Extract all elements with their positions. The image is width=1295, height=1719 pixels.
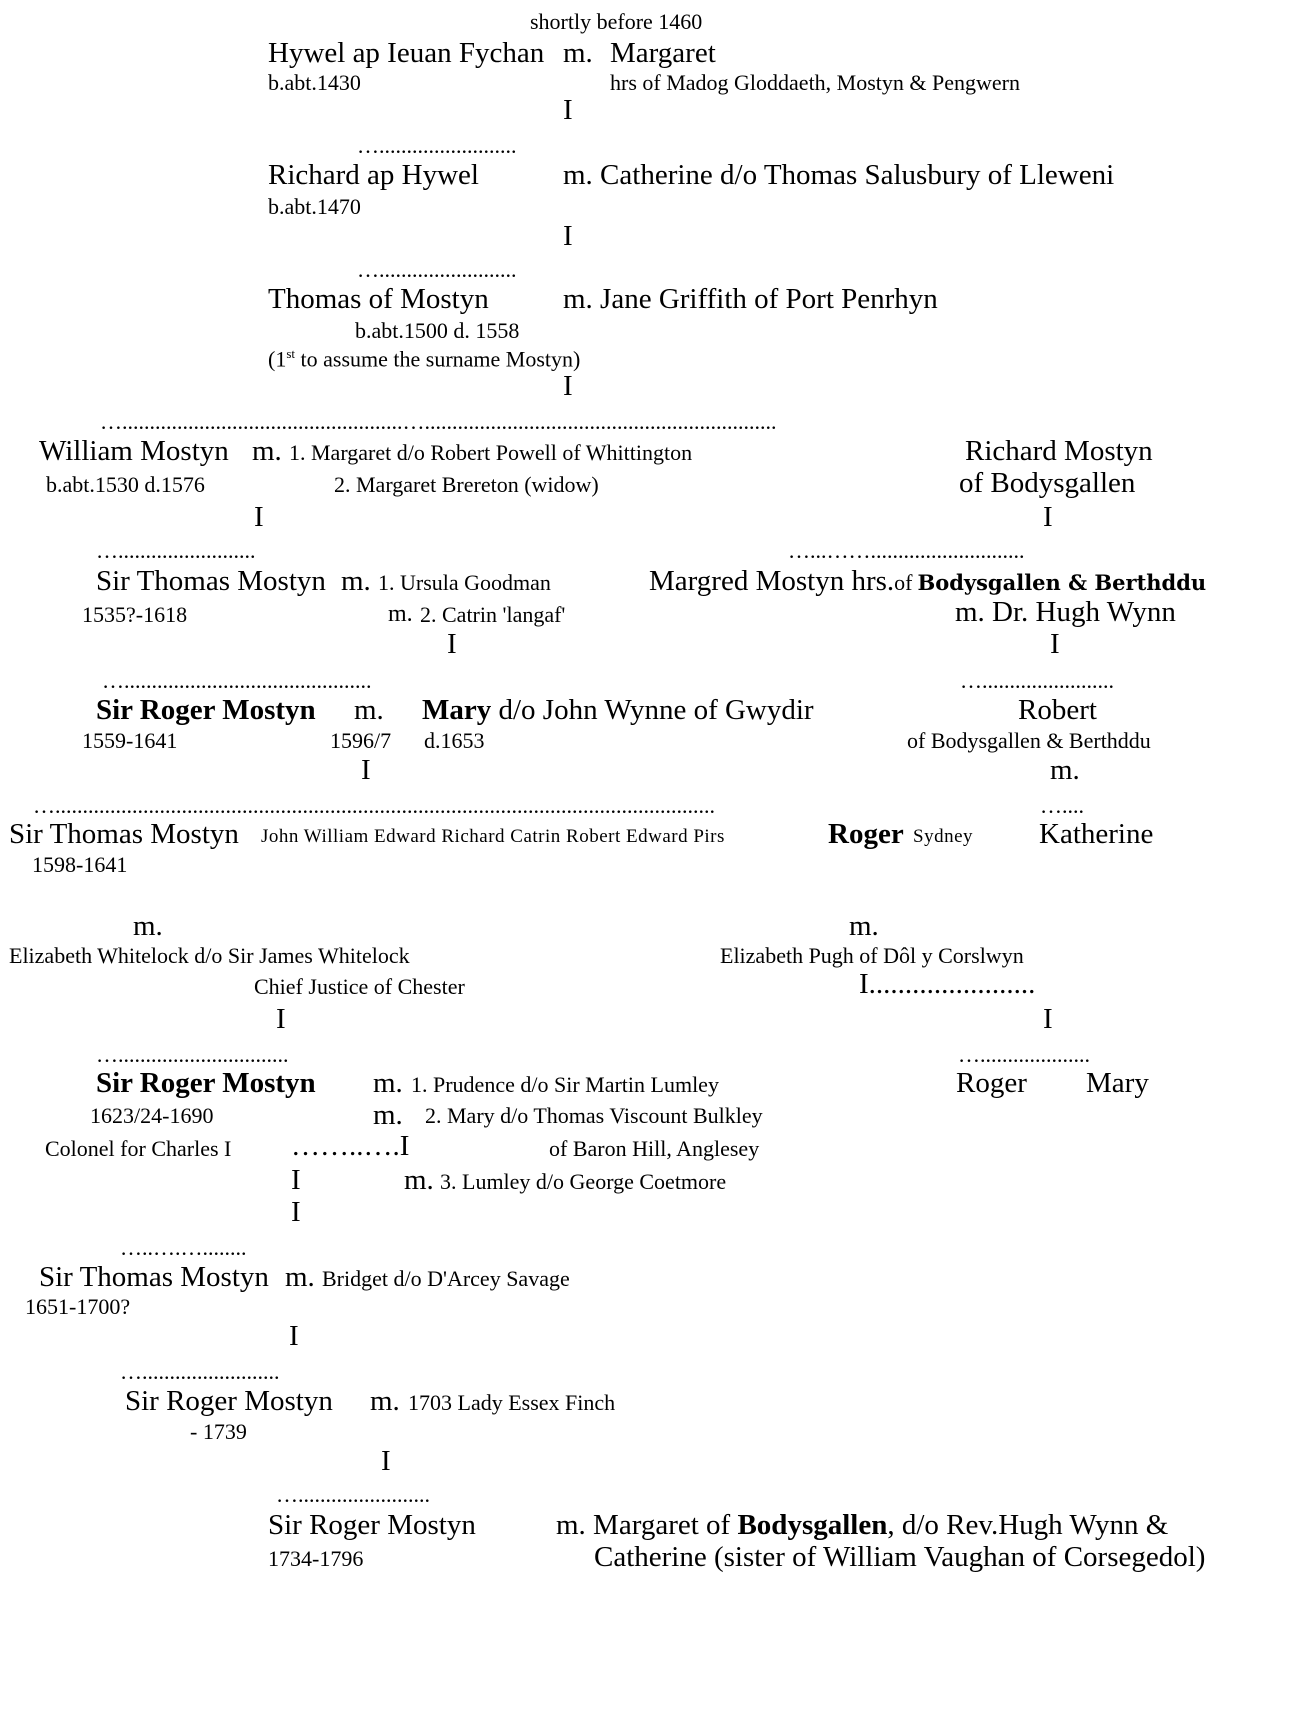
- person-name: Richard Mostyn: [965, 435, 1153, 467]
- person-name: Hywel ap Ieuan Fychan: [268, 37, 545, 69]
- spouse-note: hrs of Madog Gloddaeth, Mostyn & Pengwern: [610, 70, 1021, 95]
- descent-line: I: [276, 1003, 286, 1035]
- marriage-marker: m.: [252, 435, 282, 467]
- spouse-name: m. Jane Griffith of Port Penrhyn: [563, 283, 938, 315]
- sibling-connector: …........................................................................................................................: [33, 793, 715, 818]
- person-name: Sir Roger Mostyn: [96, 694, 316, 726]
- spouse-name: Elizabeth Whitelock d/o Sir James Whitelock: [9, 943, 410, 968]
- marriage-marker: m.: [404, 1164, 434, 1196]
- spouse-parent-note: Catherine (sister of William Vaughan of Corsegedol): [594, 1541, 1206, 1573]
- person-name: Margred Mostyn hrs.of Bodysgallen & Berthddu: [649, 565, 1207, 597]
- sibling-connector: ….............................................: [102, 668, 372, 693]
- life-dates: - 1739: [190, 1419, 247, 1444]
- descent-line: I: [289, 1320, 299, 1352]
- marriage-marker: m.: [285, 1261, 315, 1293]
- marriage-date: shortly before 1460: [530, 9, 703, 34]
- sibling-connector: ….........................: [357, 257, 517, 282]
- sibling-connector: …........................: [276, 1482, 430, 1507]
- birth-date: b.abt.1470: [268, 194, 361, 219]
- person-name: Thomas of Mostyn: [268, 283, 489, 315]
- life-dates: b.abt.1530 d.1576: [46, 472, 205, 497]
- sibling-names: Sydney: [913, 826, 973, 847]
- surname-note: (1st to assume the surname Mostyn): [268, 346, 581, 372]
- spouse-name: 1. Prudence d/o Sir Martin Lumley: [411, 1072, 719, 1097]
- descent-line: I: [254, 501, 264, 533]
- sibling-connector: …....................: [958, 1042, 1090, 1067]
- person-name: Richard ap Hywel: [268, 159, 479, 191]
- spouse-name: Elizabeth Pugh of Dôl y Corslwyn: [720, 943, 1024, 968]
- person-name: Robert: [1018, 694, 1097, 726]
- descent-line: I: [291, 1196, 301, 1228]
- spouse-name: 1. Ursula Goodman: [378, 570, 551, 595]
- life-dates: b.abt.1500 d. 1558: [355, 318, 520, 343]
- marriage-marker: m.: [849, 910, 879, 942]
- spouse-name: m. Dr. Hugh Wynn: [955, 596, 1176, 628]
- descent-line: I: [563, 220, 573, 252]
- spouse-name: Bridget d/o D'Arcey Savage: [322, 1266, 570, 1291]
- life-dates: 1598-1641: [32, 852, 128, 877]
- sibling-connector: ….........................: [357, 133, 517, 158]
- sibling-connector: …..….…........: [120, 1235, 247, 1260]
- spouse-name: m. Margaret of Bodysgallen, d/o Rev.Hugh Wynn &: [556, 1509, 1169, 1541]
- spouse-name: 1703 Lady Essex Finch: [408, 1390, 616, 1415]
- person-name: Mary: [1086, 1067, 1149, 1099]
- sibling-connector: …...................................................…................................................................: [100, 409, 777, 434]
- spouse-name: 2. Mary d/o Thomas Viscount Bulkley: [425, 1103, 763, 1128]
- sibling-connector: …...............................: [96, 1042, 289, 1067]
- person-name: Roger: [828, 818, 904, 850]
- descent-line: I: [361, 754, 371, 786]
- descent-line: I: [1043, 1003, 1053, 1035]
- descent-line: I: [447, 628, 457, 660]
- marriage-marker: m.: [354, 694, 384, 726]
- person-name: Sir Thomas Mostyn: [9, 818, 239, 850]
- life-dates: 1623/24-1690: [90, 1103, 214, 1128]
- spouse-name: 3. Lumley d/o George Coetmore: [440, 1169, 727, 1194]
- life-dates: 1535?-1618: [82, 602, 188, 627]
- descent-line: I: [1043, 501, 1053, 533]
- spouse-name: m. Catherine d/o Thomas Salusbury of Lleweni: [563, 159, 1115, 191]
- sibling-connector: ….........................: [96, 538, 256, 563]
- sibling-names: John William Edward Richard Catrin Robert Edward Pirs: [261, 826, 725, 847]
- spouse-title: Chief Justice of Chester: [254, 974, 465, 999]
- person-name: Roger: [956, 1067, 1027, 1099]
- person-name: William Mostyn: [39, 435, 229, 467]
- birth-date: b.abt.1430: [268, 70, 361, 95]
- descent-line: I: [563, 370, 573, 402]
- sibling-connector: I.......................: [859, 968, 1036, 1000]
- sibling-connector: …....: [1040, 793, 1084, 818]
- person-name: Sir Thomas Mostyn: [96, 565, 326, 597]
- marriage-marker: m.: [1050, 754, 1080, 786]
- spouse-name: Margaret: [610, 37, 716, 69]
- life-dates: 1559-1641: [82, 728, 178, 753]
- military-role: Colonel for Charles I: [45, 1136, 232, 1161]
- life-dates: 1651-1700?: [25, 1294, 131, 1319]
- descent-line: I: [291, 1164, 301, 1196]
- descent-line: I: [1050, 628, 1060, 660]
- descent-line: I: [381, 1445, 391, 1477]
- spouse-name: Mary d/o John Wynne of Gwydir: [422, 694, 814, 726]
- person-place: of Bodysgallen: [959, 467, 1136, 499]
- person-name: Sir Roger Mostyn: [96, 1067, 316, 1099]
- sibling-connector: …........................: [960, 668, 1114, 693]
- marriage-marker: m.: [370, 1385, 400, 1417]
- person-name: Katherine: [1039, 818, 1154, 850]
- person-name: Sir Thomas Mostyn: [39, 1261, 269, 1293]
- death-date: d.1653: [424, 728, 485, 753]
- descent-line: I: [563, 94, 573, 126]
- spouse-place: of Baron Hill, Anglesey: [549, 1136, 760, 1161]
- marriage-marker: m.: [388, 601, 413, 627]
- spouse-name: 2. Margaret Brereton (widow): [334, 472, 599, 497]
- life-dates: 1734-1796: [268, 1546, 364, 1571]
- person-name: Sir Roger Mostyn: [125, 1385, 333, 1417]
- marriage-marker: m.: [373, 1099, 403, 1131]
- spouse-name: 1. Margaret d/o Robert Powell of Whittington: [289, 440, 693, 465]
- marriage-marker: m.: [133, 910, 163, 942]
- sibling-connector: …...……............................: [788, 538, 1025, 563]
- spouse-name: 2. Catrin 'langaf': [420, 602, 566, 627]
- marriage-date: 1596/7: [330, 728, 392, 753]
- marriage-marker: m.: [373, 1067, 403, 1099]
- marriage-marker: m.: [341, 565, 371, 597]
- sibling-connector: ….........................: [120, 1359, 280, 1384]
- person-name: Sir Roger Mostyn: [268, 1509, 476, 1541]
- person-place: of Bodysgallen & Berthddu: [907, 728, 1151, 753]
- sibling-connector: ……..….I: [291, 1130, 410, 1162]
- marriage-marker: m.: [563, 37, 593, 69]
